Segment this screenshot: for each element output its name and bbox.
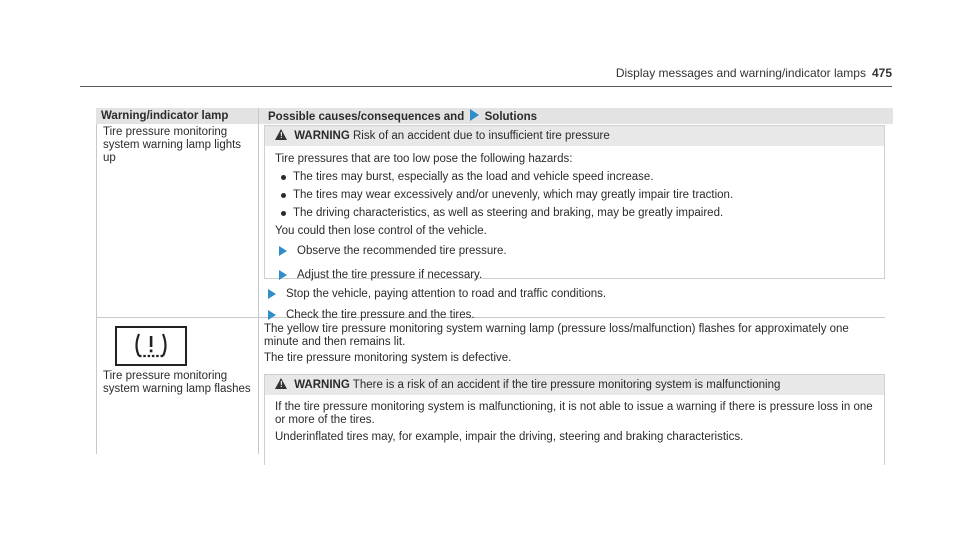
lamp-text-row2: Tire pressure monitoring system warning lamp flashes [103, 370, 251, 395]
warning-triangle-icon: ! [275, 129, 287, 140]
step-arrow-icon [268, 310, 276, 320]
warning-bar [265, 375, 884, 395]
warning-para: Underinflated tires may, for example, impair the driving, steering and braking characteristics. [275, 431, 744, 443]
step-arrow-icon [268, 289, 276, 299]
list-item: The tires may wear excessively and/or unevenly, which may greatly impair tire traction. [275, 188, 874, 202]
header-rule [80, 86, 892, 87]
page-number: 475 [871, 66, 892, 80]
col-header-lamp: Warning/indicator lamp [96, 108, 261, 124]
column-divider [258, 108, 259, 454]
step-arrow-icon [279, 270, 287, 280]
warning-bar [265, 126, 884, 146]
row2-para2: The tire pressure monitoring system is defective. [264, 352, 512, 364]
warning-label: WARNING [294, 379, 350, 391]
warning-after: You could then lose control of the vehicle. [275, 225, 487, 237]
col-header-causes: Possible causes/consequences and Solutions [260, 108, 893, 124]
list-item: The tires may burst, especially as the load and vehicle speed increase. [275, 170, 874, 184]
step-arrow-icon [279, 246, 287, 256]
warning-para: If the tire pressure monitoring system is malfunctioning, it is not able to issue a warning if there is pressure loss in one or more of the tires. [275, 401, 873, 426]
warning-box-row1 [264, 125, 885, 279]
tire-pressure-warning-icon [115, 326, 187, 366]
warning-intro: Tire pressures that are too low pose the following hazards: [275, 153, 573, 165]
hazard-list [275, 170, 874, 220]
row2-para1: The yellow tire pressure monitoring system warning lamp (pressure loss/malfunction) flashes for approximately one minute and then remains lit. [264, 323, 849, 348]
list-item: The driving characteristics, as well as steering and braking, may be greatly impaired. [275, 206, 874, 220]
warning-box-row2 [264, 374, 885, 465]
solution-step: Check the tire pressure and the tires. [264, 308, 883, 322]
warning-title: There is a risk of an accident if the tire pressure monitoring system is malfunctioning [352, 379, 781, 391]
warning-label: WARNING [294, 130, 350, 142]
solutions-arrow-icon [470, 109, 479, 121]
warn-step: Observe the recommended tire pressure. [275, 244, 874, 258]
left-border [96, 124, 97, 454]
solution-step: Stop the vehicle, paying attention to road and traffic conditions. [264, 287, 883, 301]
header-title: Display messages and warning/indicator lamps [615, 66, 866, 80]
warning-title: Risk of an accident due to insufficient tire pressure [353, 130, 610, 142]
warning-triangle-icon: ! [275, 378, 287, 389]
lamp-text-row1: Tire pressure monitoring system warning lamp lights up [103, 126, 242, 164]
page-header [616, 66, 892, 80]
warn-step: Adjust the tire pressure if necessary. [275, 268, 874, 282]
